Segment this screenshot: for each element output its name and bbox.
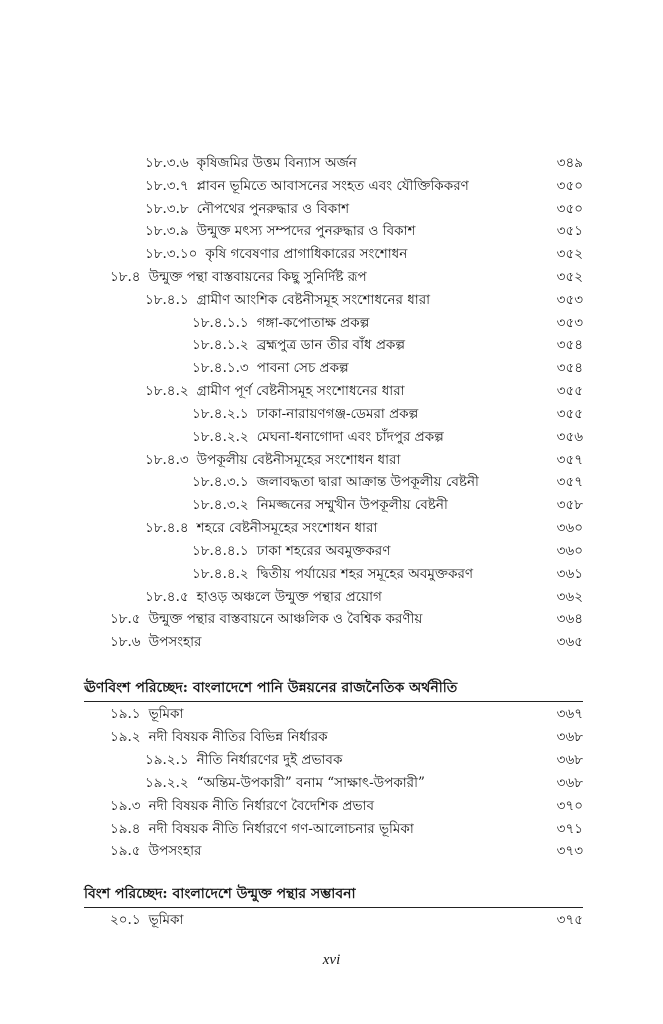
entry-number: ১৮.৪.৪.১ [192, 543, 249, 559]
entry-page: ৩৫৬ [556, 429, 583, 445]
entry-title: পাবনা সেচ প্রকল্প [256, 360, 349, 376]
entry-number: ১৮.৪.১.১ [192, 315, 249, 331]
entry-page: ৩৬০ [556, 543, 583, 559]
entry-number: ১৮.৪.৩ [145, 452, 189, 468]
entry-title: গ্রামীণ আংশিক বেষ্টনীসমূহ সংশোধনের ধারা [196, 292, 431, 308]
entry-page: ৩৫০ [556, 201, 583, 217]
chapter-heading: বিংশ পরিচ্ছেদ: বাংলাদেশে উন্মুক্ত পন্থার সম্ভাবনা [84, 886, 356, 902]
entry-title: গ্রামীণ পূর্ণ বেষ্টনীসমূহ সংশোধনের ধারা [196, 383, 405, 399]
entry-number: ১৯.৩ [110, 798, 141, 814]
entry-page: ৩৬১ [556, 566, 583, 582]
entry-page: ৩৫৭ [556, 452, 583, 468]
entry-number: ১৯.২ [110, 729, 141, 745]
entry-title: নদী বিষয়ক নীতি নির্ধারণে বৈদেশিক প্রভাব [148, 798, 374, 814]
entry-number: ১৮.৪.১.৩ [192, 360, 249, 376]
toc-entry [192, 357, 349, 379]
entry-page: ৩৬৭ [556, 706, 583, 722]
entry-page: ৩৭৫ [556, 912, 583, 928]
entry-page: ৩৫১ [556, 223, 583, 239]
entry-number: ১৮.৫ [110, 611, 141, 627]
entry-page: ৩৬২ [556, 589, 583, 605]
entry-page: ৩৬৮ [556, 729, 583, 745]
entry-title: নদী বিষয়ক নীতির বিভিন্ন নির্ধারক [148, 729, 328, 745]
entry-page: ৩৫২ [556, 246, 583, 262]
entry-title: দ্বিতীয় পর্যায়ের শহর সমূহের অবমুক্তকরণ [256, 566, 474, 582]
entry-page: ৩৫২ [556, 269, 583, 285]
entry-number: ১৮.৩.৭ [145, 178, 189, 194]
toc-entry [192, 471, 479, 493]
toc-entry [145, 772, 425, 794]
entry-title: উপসংহার [148, 634, 202, 650]
entry-title: ভূমিকা [148, 912, 184, 928]
chapter-heading: ঊণবিংশ পরিচ্ছেদ: বাংলাদেশে পানি উন্নয়নের রাজনৈতিক অর্থনীতি [84, 680, 458, 696]
toc-entry [110, 909, 183, 931]
entry-title: উন্মুক্ত পন্থার বাস্তবায়নে আঞ্চলিক ও বৈশ্বিক করণীয় [148, 611, 423, 627]
entry-number: ১৯.২.২ [145, 775, 189, 791]
toc-entry [192, 540, 390, 562]
toc-entry [110, 266, 367, 288]
toc-entry [192, 426, 444, 448]
entry-number: ১৮.৪ [110, 269, 141, 285]
entry-title: নৌপথের পুনরুদ্ধার ও বিকাশ [196, 201, 350, 217]
entry-title: কৃষিজমির উত্তম বিন্যাস অর্জন [196, 155, 357, 171]
toc-entry [110, 631, 201, 653]
entry-title: জলাবদ্ধতা দ্বারা আক্রান্ত উপকূলীয় বেষ্টনী [256, 474, 479, 490]
entry-title: “অন্তিম-উপকারী” বনাম “সাক্ষাৎ-উপকারী” [196, 775, 425, 791]
entry-page: ৩৬৮ [556, 752, 583, 768]
entry-number: ২০.১ [110, 912, 141, 928]
entry-title: গঙ্গা-কপোতাক্ষ প্রকল্প [256, 315, 370, 331]
entry-number: ১৯.৫ [110, 843, 141, 859]
toc-entry [110, 818, 414, 840]
entry-title: হাওড় অঞ্চলে উন্মুক্ত পন্থার প্রয়োগ [196, 589, 382, 605]
entry-title: প্লাবন ভূমিতে আবাসনের সংহত এবং যৌক্তিকিকরণ [196, 178, 469, 194]
entry-number: ১৮.৬ [110, 634, 141, 650]
entry-number: ১৯.৪ [110, 821, 141, 837]
entry-page: ৩৫৫ [556, 406, 583, 422]
entry-title: ব্রহ্মপুত্র ডান তীর বাঁধ প্রকল্প [256, 337, 406, 353]
toc-entry [145, 152, 357, 174]
entry-page: ৩৫৫ [556, 383, 583, 399]
entry-page: ৩৪৯ [556, 155, 583, 171]
entry-page: ৩৭১ [556, 821, 583, 837]
entry-title: কৃষি গবেষণার প্রাগাধিকারের সংশোধন [205, 246, 408, 262]
entry-title: উপসংহার [148, 843, 202, 859]
entry-number: ১৮.৪.৪ [145, 520, 189, 536]
entry-number: ১৮.৪.২.১ [192, 406, 249, 422]
entry-number: ১৯.২.১ [145, 752, 189, 768]
entry-title: নিমজ্জনের সম্মুখীন উপকূলীয় বেষ্টনী [256, 497, 448, 513]
toc-entry [145, 449, 400, 471]
toc-entry [110, 795, 374, 817]
entry-page: ৩৫৮ [556, 497, 583, 513]
entry-number: ১৮.৩.৮ [145, 201, 189, 217]
entry-number: ১৮.৪.৩.২ [192, 497, 249, 513]
entry-title: নীতি নির্ধারণের দুই প্রভাবক [196, 752, 343, 768]
entry-number: ১৮.৪.৪.২ [192, 566, 249, 582]
entry-number: ১৮.৪.৫ [145, 589, 189, 605]
entry-title: উন্মুক্ত পন্থা বাস্তবায়নের কিছু সুনির্দিষ্ট রূপ [148, 269, 367, 285]
entry-number: ১৮.৪.২ [145, 383, 189, 399]
toc-entry [192, 494, 448, 516]
entry-number: ১৮.৪.১.২ [192, 337, 249, 353]
toc-entry [192, 403, 418, 425]
toc-entry [192, 312, 369, 334]
entry-page: ৩৫৭ [556, 474, 583, 490]
toc-entry [192, 563, 473, 585]
entry-page: ৩৫৪ [556, 360, 583, 376]
entry-page: ৩৬৫ [556, 634, 583, 650]
entry-number: ১৮.৪.১ [145, 292, 189, 308]
entry-number: ১৮.৩.১০ [145, 246, 198, 262]
entry-page: ৩৬০ [556, 520, 583, 536]
entry-number: ১৮.৩.৯ [145, 223, 189, 239]
entry-page: ৩৫৩ [556, 315, 583, 331]
toc-entry [145, 198, 349, 220]
toc-entry [110, 703, 183, 725]
entry-number: ১৮.৪.৩.১ [192, 474, 249, 490]
toc-entry [110, 608, 422, 630]
toc-entry [145, 380, 405, 402]
entry-title: ঢাকা-নারায়ণগঞ্জ-ডেমরা প্রকল্প [256, 406, 419, 422]
entry-page: ৩৭৩ [556, 843, 583, 859]
toc-entry [145, 749, 342, 771]
entry-title: উপকূলীয় বেষ্টনীসমূহের সংশোধন ধারা [196, 452, 401, 468]
entry-title: ঢাকা শহরের অবমুক্তকরণ [256, 543, 391, 559]
entry-page: ৩৫৩ [556, 292, 583, 308]
entry-title: নদী বিষয়ক নীতি নির্ধারণে গণ-আলোচনার ভূমিকা [148, 821, 414, 837]
toc-entry [192, 334, 405, 356]
toc-entry [145, 517, 377, 539]
chapter-rule [84, 907, 583, 908]
entry-title: উন্মুক্ত মৎস্য সম্পদের পুনরুদ্ধার ও বিকাশ [196, 223, 416, 239]
toc-entry [145, 220, 415, 242]
entry-number: ১৯.১ [110, 706, 141, 722]
entry-number: ১৮.৩.৬ [145, 155, 189, 171]
entry-page: ৩৬৪ [556, 611, 583, 627]
toc-entry [145, 243, 407, 265]
entry-page: ৩৭০ [556, 798, 583, 814]
entry-title: শহরে বেষ্টনীসমূহের সংশোধন ধারা [196, 520, 378, 536]
entry-title: মেঘনা-ধনাগোদা এবং চাঁদপুর প্রকল্প [256, 429, 444, 445]
entry-page: ৩৫৪ [556, 337, 583, 353]
entry-title: ভূমিকা [148, 706, 184, 722]
toc-entry [145, 289, 430, 311]
toc-entry [145, 175, 469, 197]
page-folio: xvi [322, 952, 341, 968]
toc-entry [145, 586, 382, 608]
entry-page: ৩৫০ [556, 178, 583, 194]
entry-number: ১৮.৪.২.২ [192, 429, 249, 445]
toc-entry [110, 840, 201, 862]
entry-page: ৩৬৮ [556, 775, 583, 791]
toc-entry [110, 726, 328, 748]
chapter-rule [84, 701, 583, 702]
